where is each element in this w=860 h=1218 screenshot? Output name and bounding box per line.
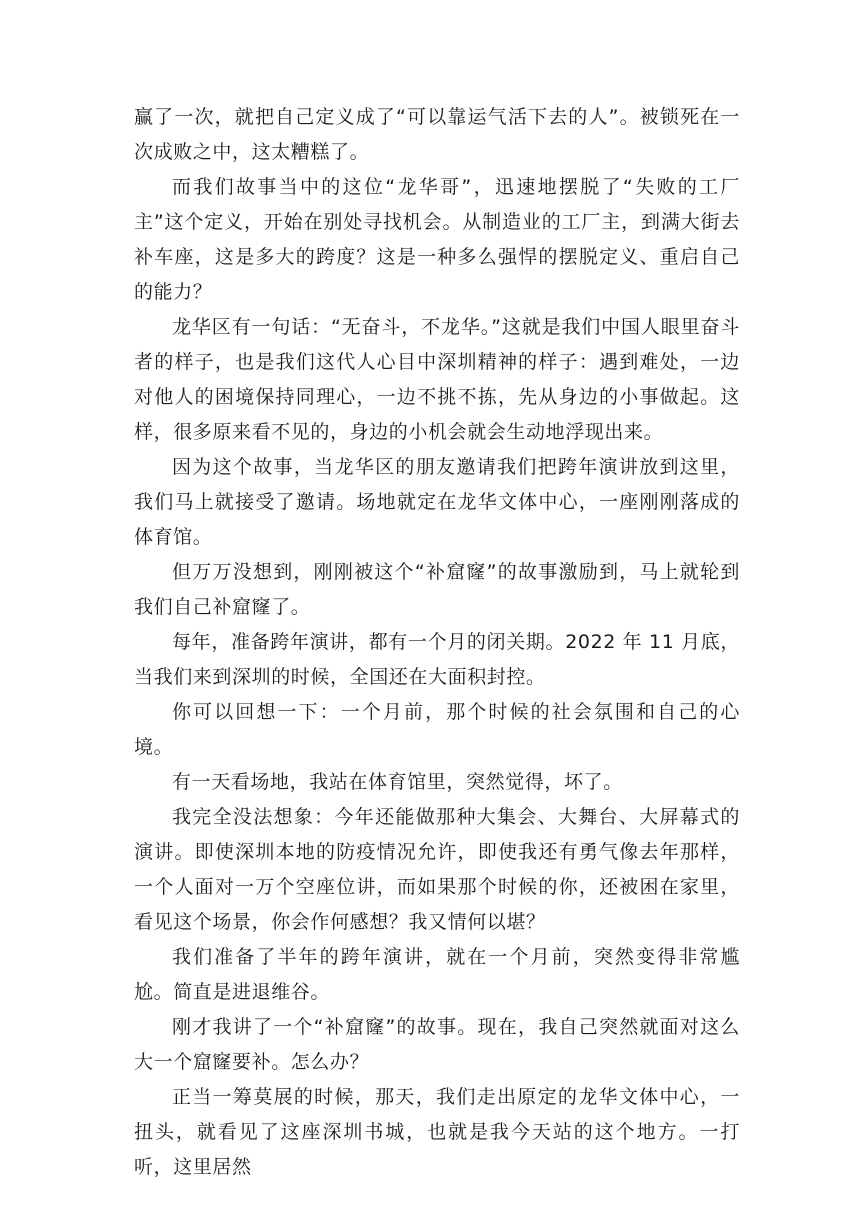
paragraph-10: 我们准备了半年的跨年演讲，就在一个月前，突然变得非常尴尬。简直是进退维谷。 [134,946,740,1003]
paragraph-7: 你可以回想一下：一个月前，那个时候的社会氛围和自己的心境。 [134,701,740,758]
paragraph-6: 每年，准备跨年演讲，都有一个月的闭关期。2022 年 11 月底，当我们来到深圳的时候，全国还在大面积封控。 [134,631,740,688]
paragraph-12: 正当一筹莫展的时候，那天，我们走出原定的龙华文体中心，一扭头，就看见了这座深圳书城，也就是我今天站的这个地方。一打听，这里居然 [134,1086,740,1178]
paragraph-11: 刚才我讲了一个“补窟窿”的故事。现在，我自己突然就面对这么大一个窟窿要补。怎么办？ [134,1016,740,1073]
paragraph-3: 龙华区有一句话：“无奋斗，不龙华。”这就是我们中国人眼里奋斗者的样子，也是我们这代人心目中深圳精神的样子：遇到难处，一边对他人的困境保持同理心，一边不挑不拣，先从身边的小事做起。这样，很多原来看不见的，身边的小机会就会生动地浮现出来。 [134,316,740,443]
paragraph-1: 赢了一次，就把自己定义成了“可以靠运气活下去的人”。被锁死在一次成败之中，这太糟糕了。 [134,106,740,163]
body-text [134,100,740,1185]
paragraph-4: 因为这个故事，当龙华区的朋友邀请我们把跨年演讲放到这里，我们马上就接受了邀请。场地就定在龙华文体中心，一座刚刚落成的体育馆。 [134,456,740,548]
paragraph-9: 我完全没法想象：今年还能做那种大集会、大舞台、大屏幕式的演讲。即使深圳本地的防疫情况允许，即使我还有勇气像去年那样，一个人面对一万个空座位讲，而如果那个时候的你，还被困在家里，看见这个场景，你会作何感想？我又情何以堪？ [134,806,740,933]
paragraph-5: 但万万没想到，刚刚被这个“补窟窿”的故事激励到，马上就轮到我们自己补窟窿了。 [134,561,740,618]
paragraph-2: 而我们故事当中的这位“龙华哥”，迅速地摆脱了“失败的工厂主”这个定义，开始在别处寻找机会。从制造业的工厂主，到满大街去补车座，这是多大的跨度？这是一种多么强悍的摆脱定义、重启自己的能力？ [134,176,740,303]
paragraph-8: 有一天看场地，我站在体育馆里，突然觉得，坏了。 [172,771,623,793]
